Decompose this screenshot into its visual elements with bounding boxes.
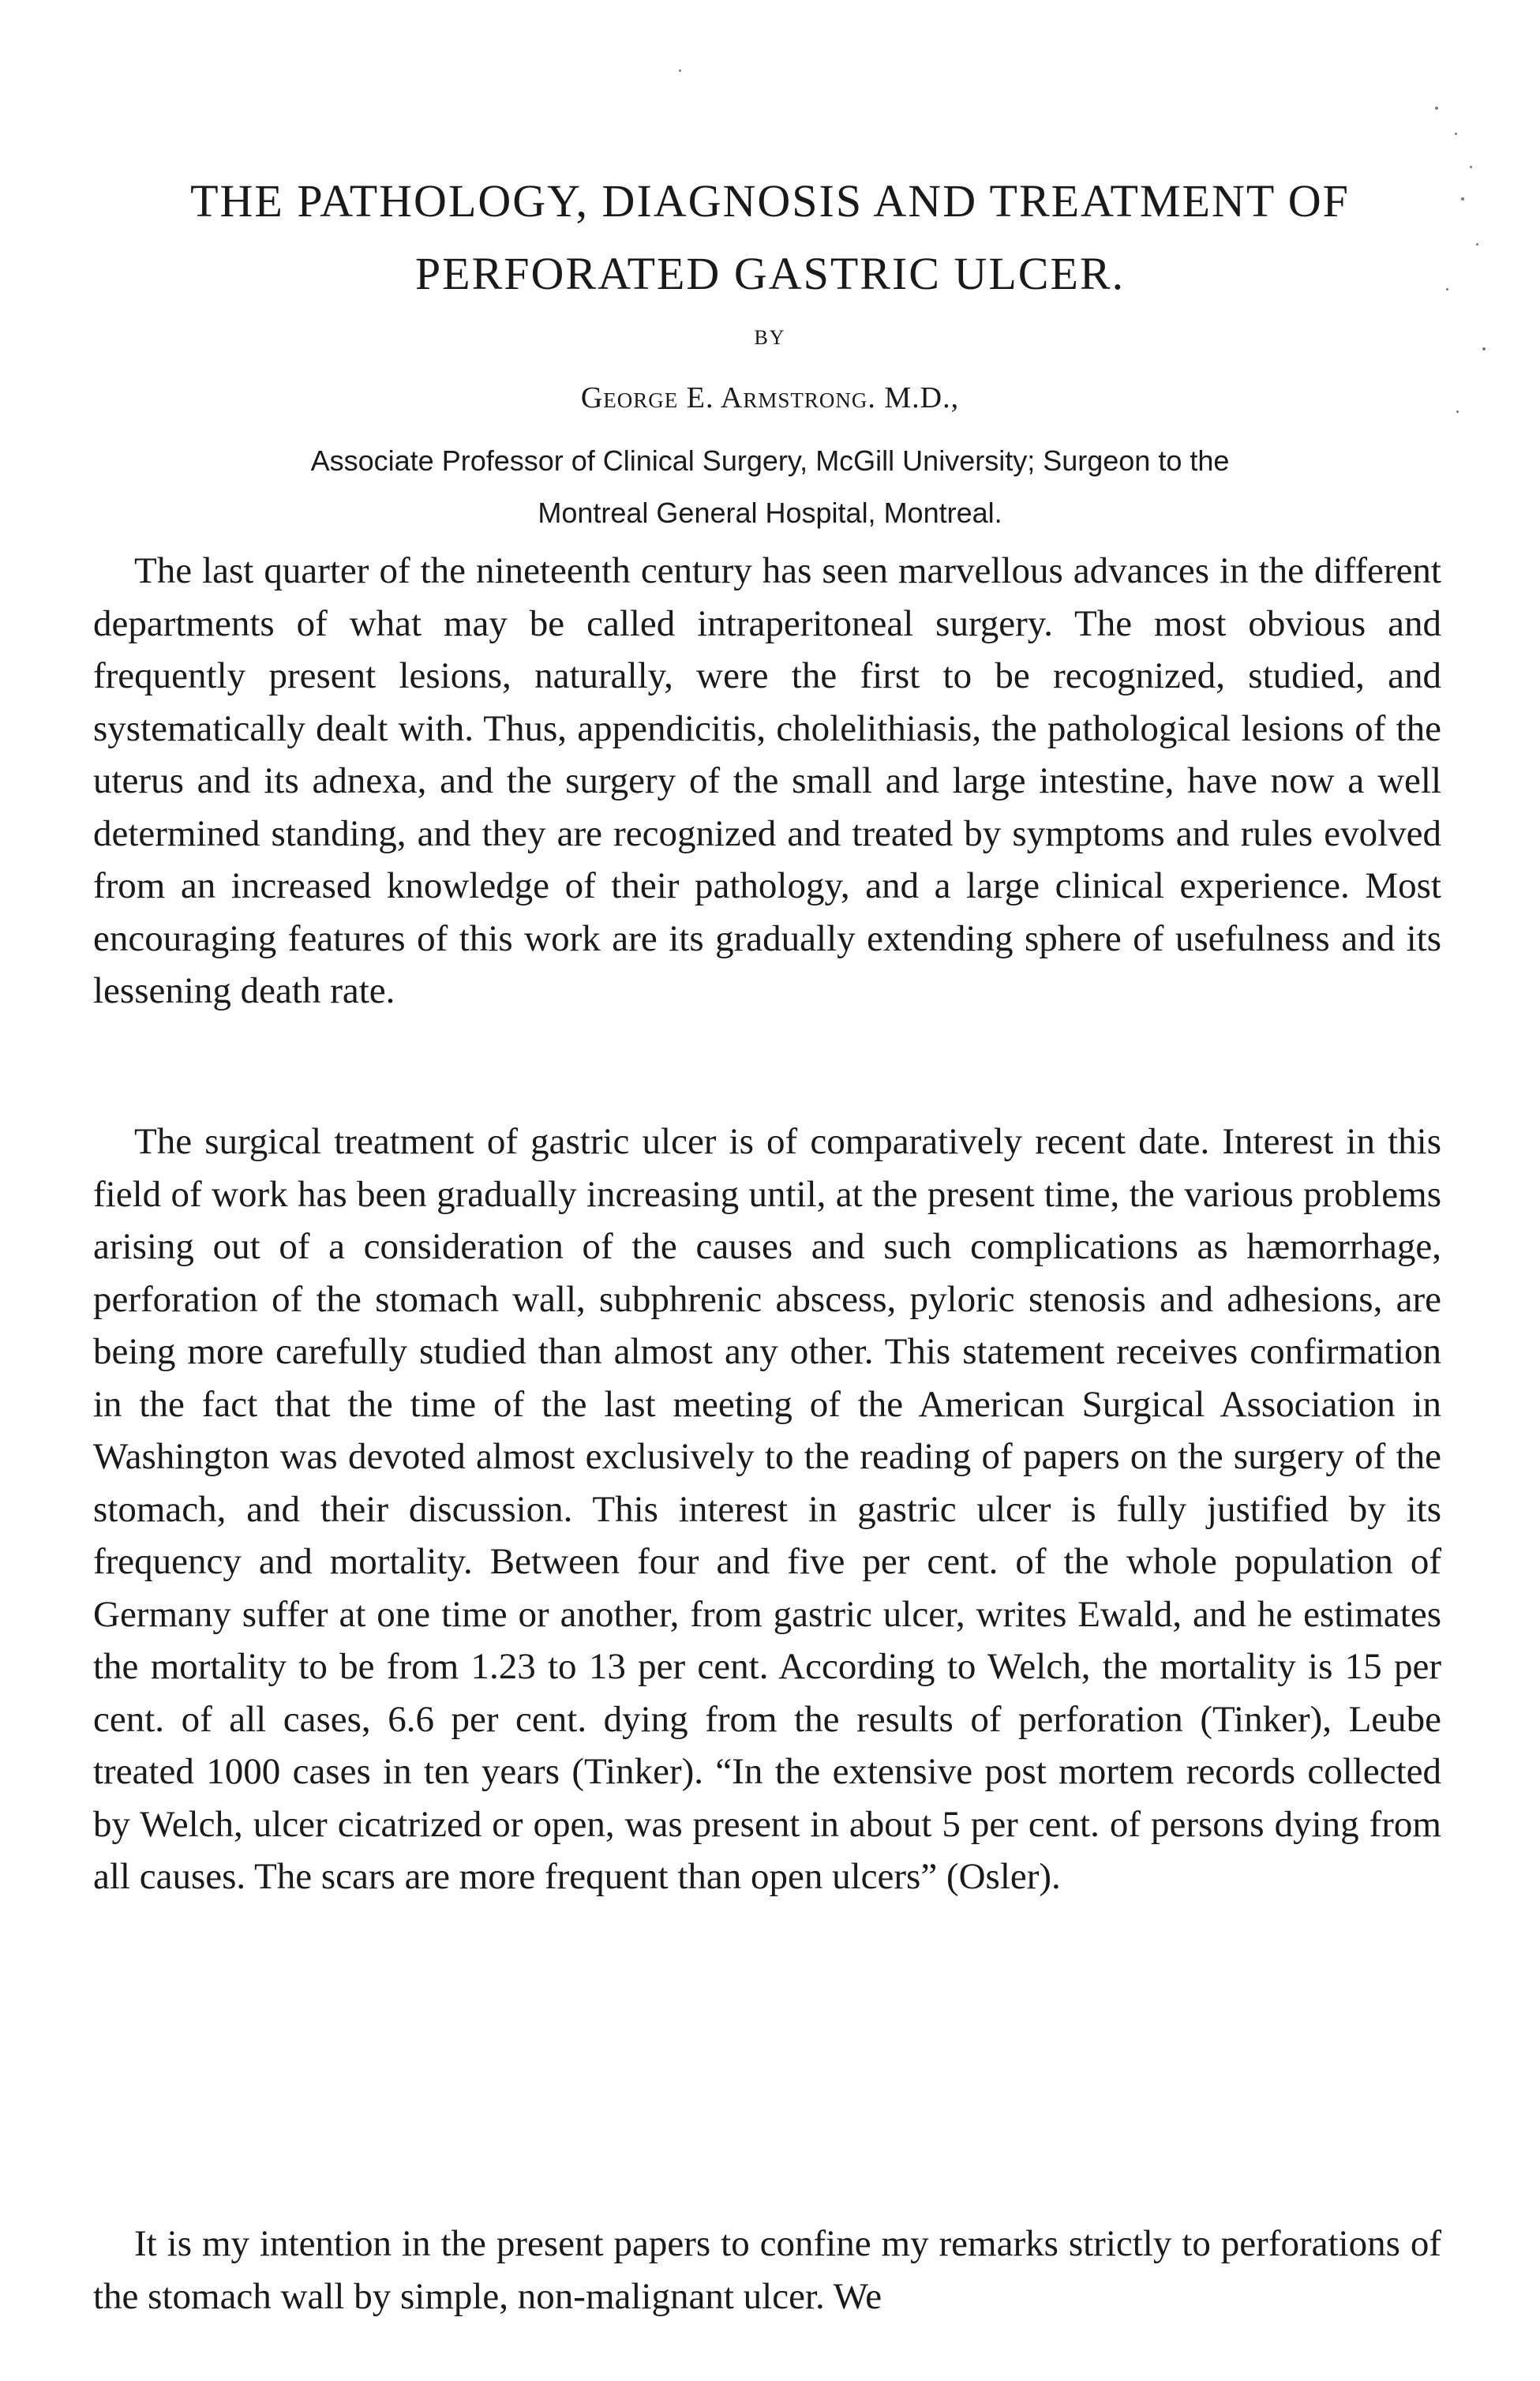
title-line-2: PERFORATED GASTRIC ULCER.	[414, 248, 1126, 299]
affiliation-line-2: Montreal General Hospital, Montreal.	[538, 497, 1002, 529]
title-line-1: THE PATHOLOGY, DIAGNOSIS AND TREATMENT OF	[190, 175, 1350, 227]
author-name: George E. Armstrong. M.D.,	[580, 381, 960, 414]
scan-speck	[1456, 411, 1459, 413]
scan-speck	[1446, 288, 1448, 291]
paragraph-2: The surgical treatment of gastric ulcer is of comparatively recent date. Interest in this field of work has been gradually increasing until, at the present time, the various problems arising out of a consideration of the causes and such complications as hæmorrhage, perforation of the stomach wall, subphrenic abscess, pyloric stenosis and adhesions, are being more carefully studied than almost any other. This statement receives confirmation in the fact that the time of the last meeting of the American Surgical Association in Washington was devoted almost exclusively to the reading of papers on the surgery of the stomach, and their discussion. This interest in gastric ulcer is fully justified by its frequency and mortality. Between four and five per cent. of the whole population of Germany suffer at one time or another, from gastric ulcer, writes Ewald, and he estimates the mortality to be from 1.23 to 13 per cent. According to Welch, the mortality is 15 per cent. of all cases, 6.6 per cent. dying from the results of perforation (Tinker), Leube treated 1000 cases in ten years (Tinker). “In the extensive post mortem records collected by Welch, ulcer cicatrized or open, was present in about 5 per cent. of persons dying from all causes. The scars are more frequent than open ulcers” (Osler).	[93, 1121, 1441, 1897]
affiliation-line-1: Associate Professor of Clinical Surgery, McGill University; Surgeon to the	[310, 444, 1230, 477]
scan-speck	[1435, 107, 1438, 110]
paragraph-3: It is my intention in the present papers to confine my remarks strictly to perforations of the stomach wall by simple, non-malignant ulcer. We	[93, 2223, 1441, 2317]
scan-speck	[1455, 133, 1457, 135]
scan-speck	[1482, 347, 1486, 351]
scan-speck	[1470, 166, 1472, 168]
scan-speck	[1476, 243, 1478, 246]
scan-speck	[679, 69, 681, 72]
byline-by: BY	[754, 326, 786, 349]
scan-speck	[1461, 197, 1464, 201]
paragraph-1: The last quarter of the nineteenth century has seen marvellous advances in the different departments of what may be called intraperitoneal surgery. The most obvious and frequently present lesions, naturally, were the first to be recognized, studied, and systematically dealt with. Thus, appendicitis, cholelithiasis, the pathological lesions of the uterus and its adnexa, and the surgery of the small and large intestine, have now a well determined standing, and they are recognized and treated by symptoms and rules evolved from an increased knowledge of their pathology, and a large clinical experience. Most encouraging features of this work are its gradually extending sphere of usefulness and its lessening death rate.	[93, 550, 1441, 1011]
